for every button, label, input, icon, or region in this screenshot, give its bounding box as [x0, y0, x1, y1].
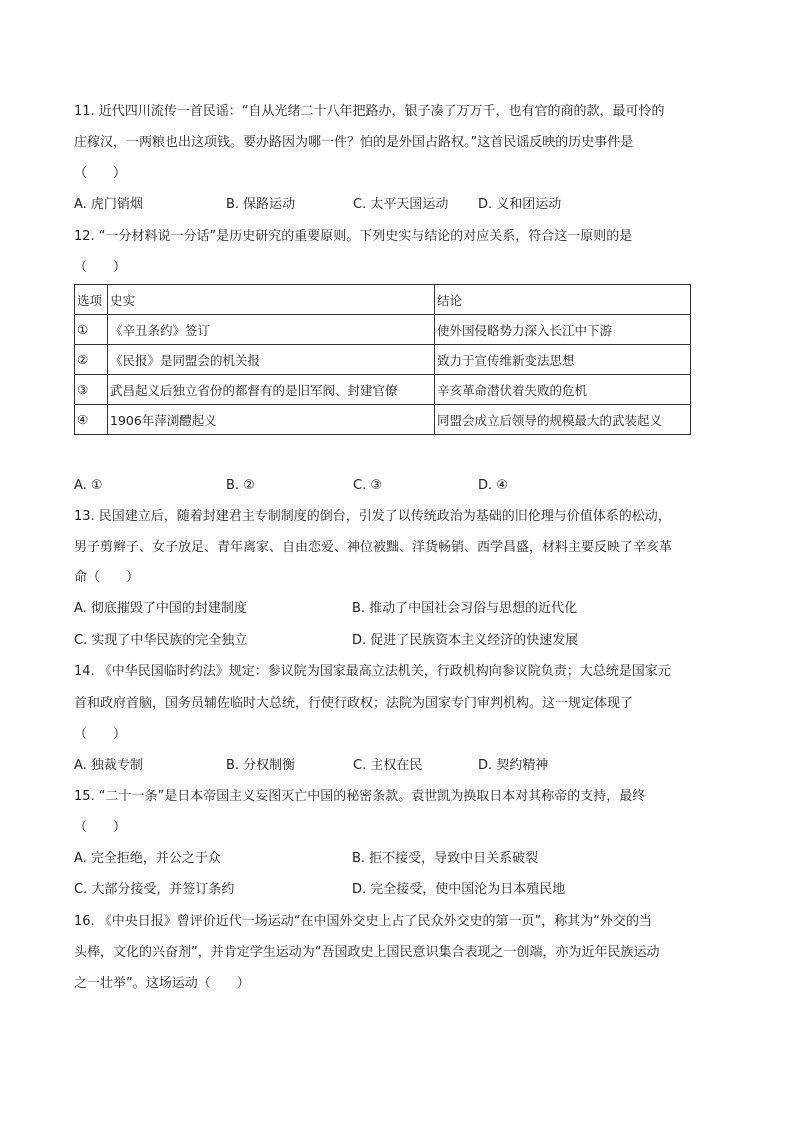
q13-stem-line-3: 命（ ）: [74, 570, 140, 585]
q12-option-a[interactable]: A. ①: [74, 478, 103, 493]
q13-option-b[interactable]: B. 推动了中国社会习俗与思想的近代化: [352, 601, 578, 616]
table-cell: ②: [75, 345, 108, 375]
table-cell: 使外国侵略势力深入长江中下游: [435, 315, 691, 345]
q12-answer-blank: （ ）: [74, 260, 127, 275]
table-row: [75, 345, 691, 375]
table-header-cell: 史实: [108, 285, 435, 315]
table-row: [75, 315, 691, 345]
q14-option-d[interactable]: D. 契约精神: [478, 758, 549, 773]
q12-option-d[interactable]: D. ④: [478, 478, 508, 493]
q12-option-b[interactable]: B. ②: [226, 478, 255, 493]
q16-stem-line-1: 16. 《中央日报》曾评价近代一场运动“在中国外交史上占了民众外交史的第一页”，称其为“外交的当: [74, 914, 653, 929]
q14-stem-line-2: 首和政府首脑，国务员辅佐临时大总统，行使行政权；法院为国家专门审判机构。这一规定体现了: [74, 696, 634, 711]
q14-option-a[interactable]: A. 独裁专制: [74, 758, 143, 773]
q15-stem-line-1: 15. “二十一条”是日本帝国主义妄图灭亡中国的秘密条款。袁世凯为换取日本对其称帝的支持，最终: [74, 789, 646, 804]
q16-stem-line-3: 之一壮举”。这场运动（ ）: [74, 976, 250, 991]
table-cell: 《辛丑条约》签订: [108, 315, 435, 345]
q15-option-a[interactable]: A. 完全拒绝，并公之于众: [74, 851, 221, 866]
q15-answer-blank: （ ）: [74, 820, 127, 835]
q12-table: [74, 284, 691, 435]
table-cell: 《民报》是同盟会的机关报: [108, 345, 435, 375]
table-header-row: [75, 285, 691, 315]
table-cell: 同盟会成立后领导的规模最大的武装起义: [435, 405, 691, 435]
table-row: [75, 375, 691, 405]
q14-stem-line-1: 14. 《中华民国临时约法》规定：参议院为国家最高立法机关，行政机构向参议院负责；大总统是国家元: [74, 664, 671, 679]
q13-option-a[interactable]: A. 彻底摧毁了中国的封建制度: [74, 601, 247, 616]
q11-option-b[interactable]: B. 保路运动: [226, 197, 296, 212]
table-cell: 1906年萍浏醴起义: [108, 405, 435, 435]
q12-option-c[interactable]: C. ③: [353, 478, 382, 493]
q15-option-c[interactable]: C. 大部分接受，并签订条约: [74, 882, 235, 897]
q13-option-c[interactable]: C. 实现了中华民族的完全独立: [74, 633, 248, 648]
table-cell: ①: [75, 315, 108, 345]
table-cell: 致力于宣传维新变法思想: [435, 345, 691, 375]
table-cell: ④: [75, 405, 108, 435]
q11-option-d[interactable]: D. 义和团运动: [478, 197, 562, 212]
q13-stem-line-2: 男子剪辫子、女子放足、青年离家、自由恋爱、神位被黜、洋货畅销、西学昌盛，材料主要反映了辛亥革: [74, 540, 673, 555]
q11-option-c[interactable]: C. 太平天国运动: [353, 197, 449, 212]
table-cell: ③: [75, 375, 108, 405]
q11-answer-blank: （ ）: [74, 166, 127, 181]
table-cell: 武昌起义后独立省份的都督有的是旧军阀、封建官僚: [108, 375, 435, 405]
q14-answer-blank: （ ）: [74, 727, 127, 742]
q16-stem-line-2: 头棒，文化的兴奋剂”，并肯定学生运动为“吾国政史上国民意识集合表现之一创端，亦为近年民族运动: [74, 945, 660, 960]
table-cell: 辛亥革命潜伏着失败的危机: [435, 375, 691, 405]
q13-stem-line-1: 13. 民国建立后，随着封建君主专制制度的倒台，引发了以传统政治为基础的旧伦理与价值体系的松动，: [74, 509, 671, 524]
q15-option-d[interactable]: D. 完全接受，使中国沦为日本殖民地: [352, 882, 566, 897]
q11-stem-line-2: 庄稼汉，一两粮也出这项钱。要办路因为哪一件？怕的是外国占路权。”这首民谣反映的历史事件是: [74, 135, 634, 150]
q11-option-a[interactable]: A. 虎门销烟: [74, 197, 143, 212]
q13-option-d[interactable]: D. 促进了民族资本主义经济的快速发展: [352, 633, 579, 648]
q15-option-b[interactable]: B. 拒不接受，导致中日关系破裂: [352, 851, 539, 866]
table-row: [75, 405, 691, 435]
q11-stem-line-1: 11. 近代四川流传一首民谣：“自从光绪二十八年把路办，银子凑了万万千，也有官的商的款，最可怜的: [74, 104, 665, 119]
q14-option-b[interactable]: B. 分权制衡: [226, 758, 296, 773]
q14-option-c[interactable]: C. 主权在民: [353, 758, 423, 773]
q12-stem-line-1: 12. “一分材料说一分话”是历史研究的重要原则。下列史实与结论的对应关系，符合这一原则的是: [74, 229, 633, 244]
table-header-cell: 选项: [75, 285, 108, 315]
table-header-cell: 结论: [435, 285, 691, 315]
